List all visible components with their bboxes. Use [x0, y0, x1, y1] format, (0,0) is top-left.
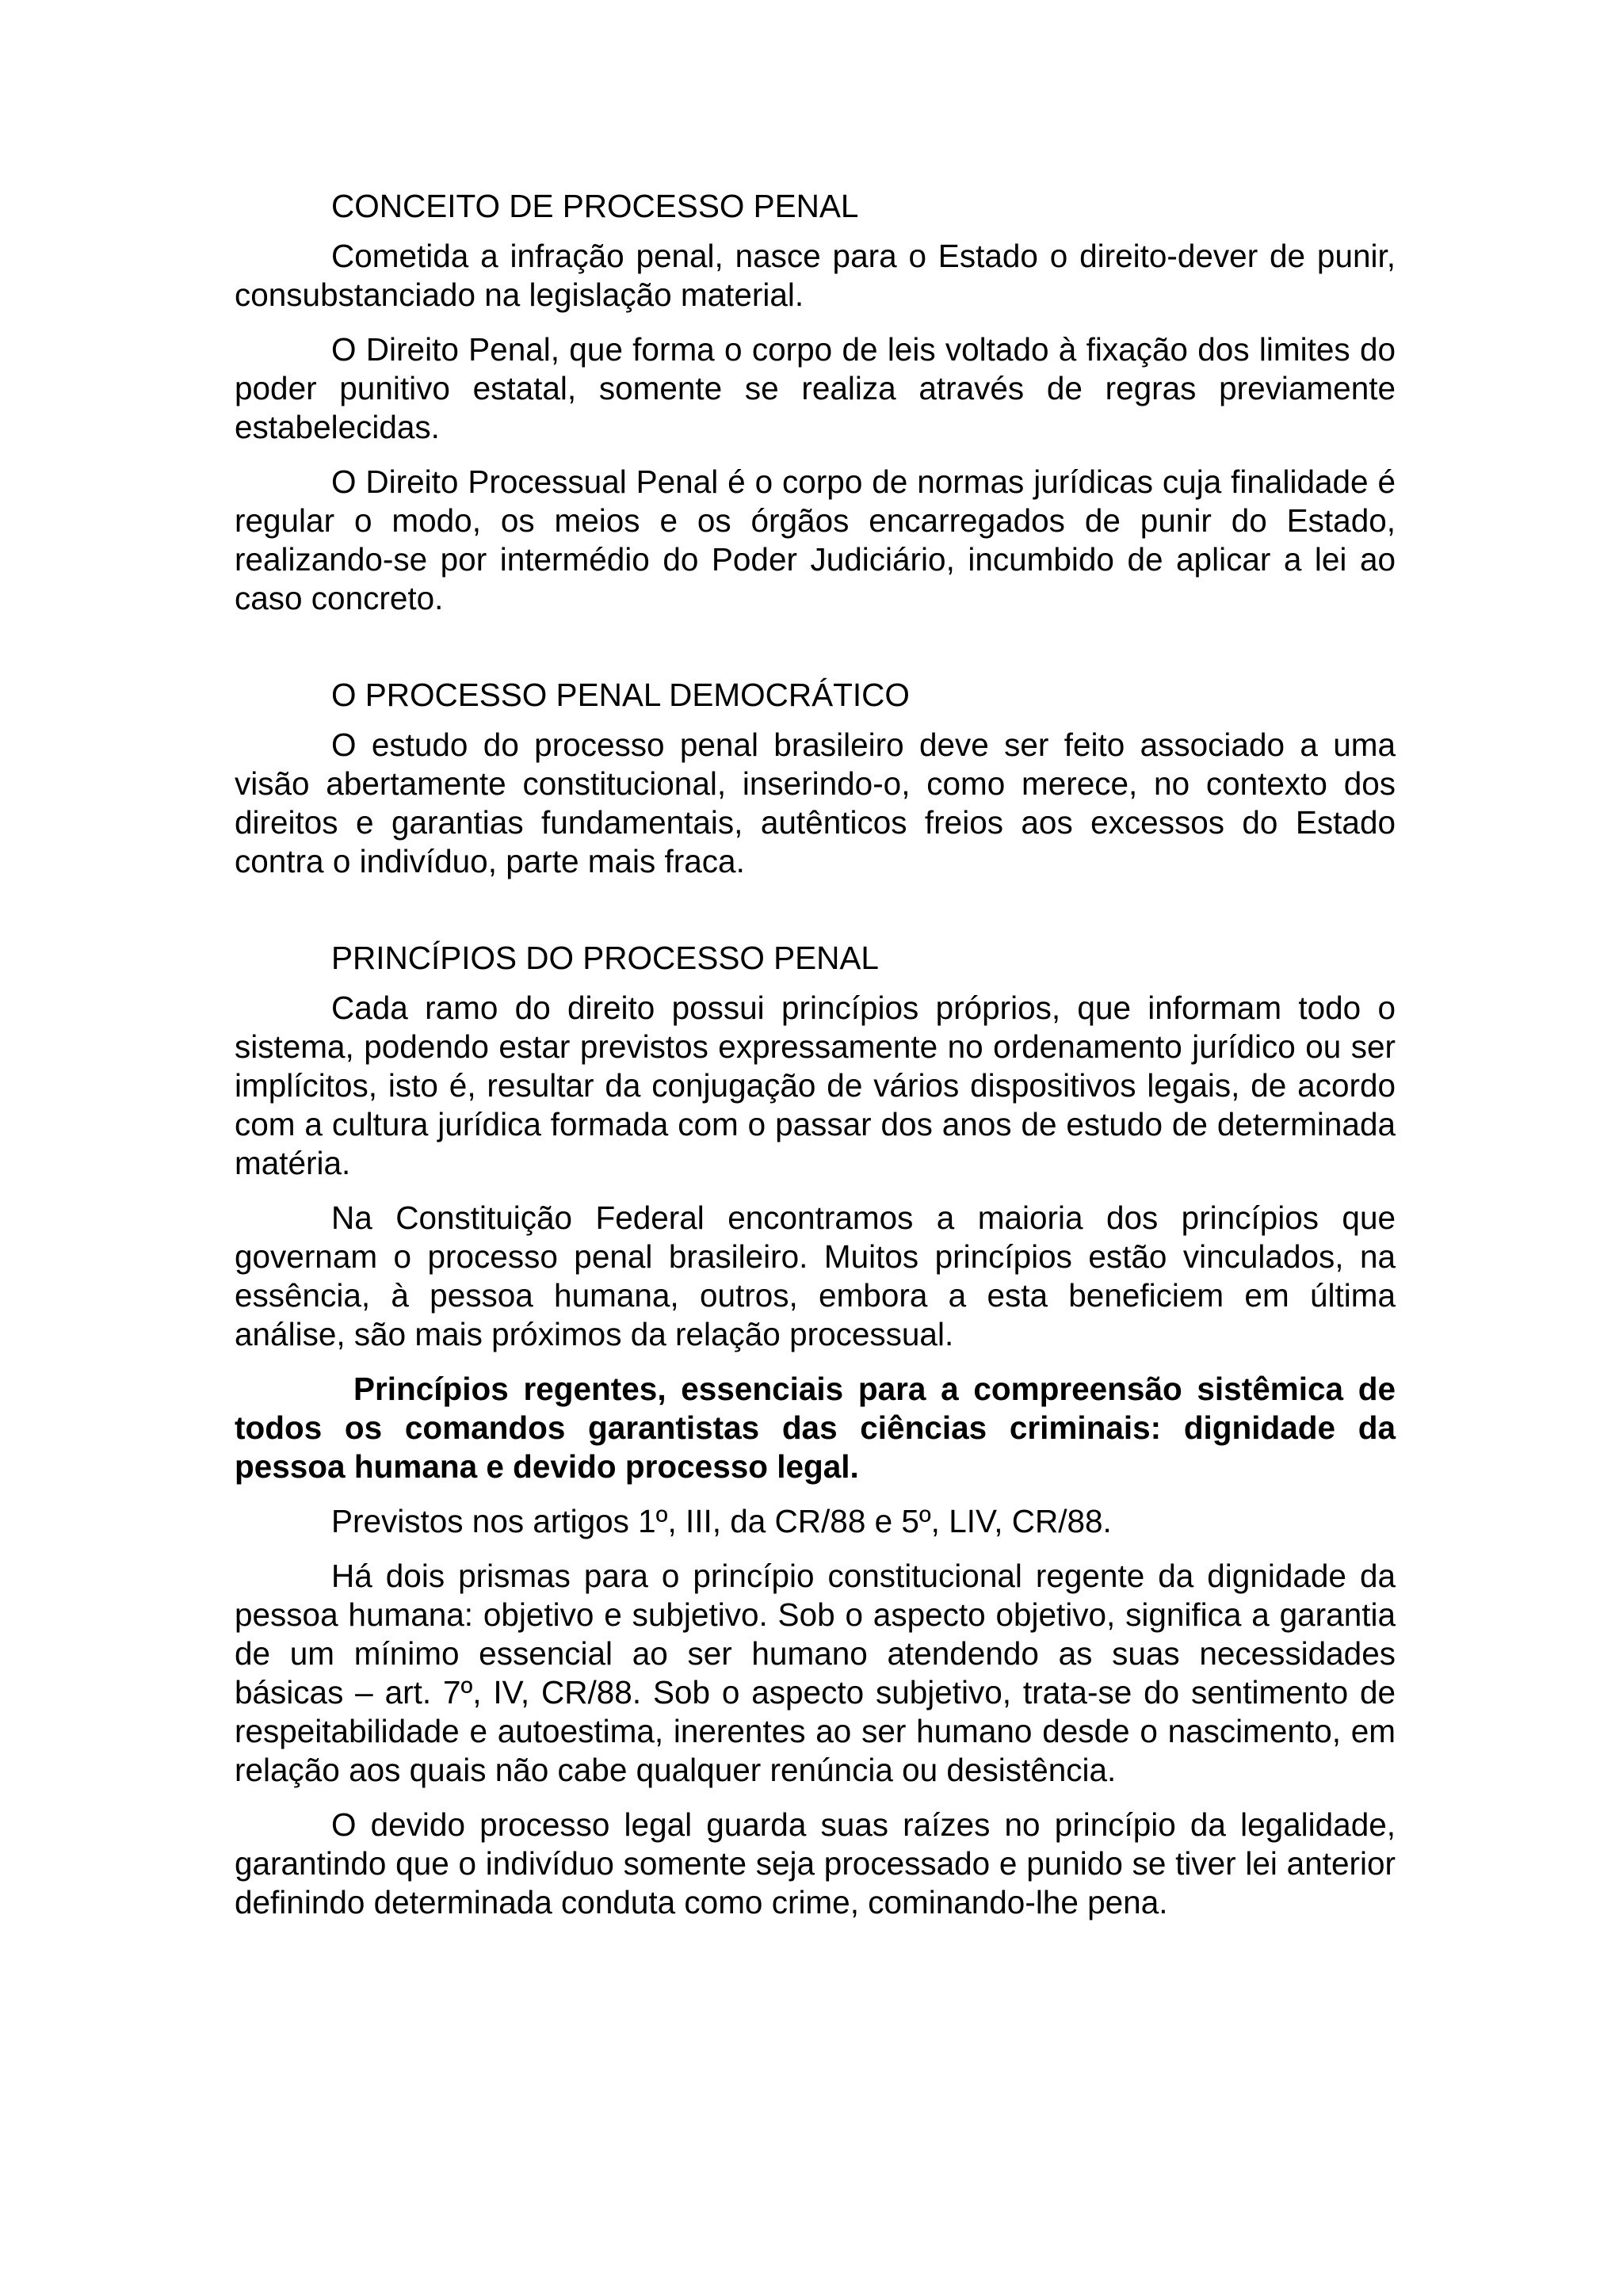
document-page — [235, 187, 1396, 1922]
bold-paragraph: Princípios regentes, essenciais para a compreensão sistêmica de todos os comandos garantistas das ciências criminais: dignidade da pessoa humana e devido processo legal. — [235, 1371, 1396, 1485]
paragraph: Cada ramo do direito possui princípios próprios, que informam todo o sistema, podendo estar previstos expressamente no ordenamento jurídico ou ser implícitos, isto é, resultar da conjugação de vários dispositivos legais, de acordo com a cultura jurídica formada com o passar dos anos de estudo de determinada matéria. — [235, 990, 1396, 1181]
section-heading-principios: PRINCÍPIOS DO PROCESSO PENAL — [331, 940, 879, 976]
section-heading-democratico: O PROCESSO PENAL DEMOCRÁTICO — [331, 677, 910, 713]
paragraph: O estudo do processo penal brasileiro deve ser feito associado a uma visão abertamente constitucional, inserindo-o, como merece, no contexto dos direitos e garantias fundamentais, autênticos freios aos excessos do Estado contra o indivíduo, parte mais fraca. — [235, 727, 1396, 879]
paragraph: Na Constituição Federal encontramos a maioria dos princípios que governam o processo penal brasileiro. Muitos princípios estão vinculados, na essência, à pessoa humana, outros, embora a esta beneficiem em última análise, são mais próximos da relação processual. — [235, 1199, 1396, 1352]
paragraph: Há dois prismas para o princípio constitucional regente da dignidade da pessoa humana: objetivo e subjetivo. Sob o aspecto objetivo, significa a garantia de um mínimo essencial ao ser humano atendendo as suas necessidades básicas – art. 7º, IV, CR/88. Sob o aspecto subjetivo, trata-se do sentimento de respeitabilidade e autoestima, inerentes ao ser humano desde o nascimento, em relação aos quais não cabe qualquer renúncia ou desistência. — [235, 1558, 1396, 1788]
paragraph: O Direito Processual Penal é o corpo de normas jurídicas cuja finalidade é regular o modo, os meios e os órgãos encarregados de punir do Estado, realizando-se por intermédio do Poder Judiciário, incumbido de aplicar a lei ao caso concreto. — [235, 463, 1396, 616]
paragraph: Previstos nos artigos 1º, III, da CR/88 e 5º, LIV, CR/88. — [331, 1503, 1112, 1539]
section-heading-conceito: CONCEITO DE PROCESSO PENAL — [331, 188, 859, 224]
paragraph: Cometida a infração penal, nasce para o Estado o direito-dever de punir, consubstanciado na legislação material. — [235, 238, 1396, 313]
paragraph: O devido processo legal guarda suas raízes no princípio da legalidade, garantindo que o indivíduo somente seja processado e punido se tiver lei anterior definindo determinada conduta como crime, cominando-lhe pena. — [235, 1806, 1396, 1920]
paragraph: O Direito Penal, que forma o corpo de leis voltado à fixação dos limites do poder punitivo estatal, somente se realiza através de regras previamente estabelecidas. — [235, 331, 1396, 445]
